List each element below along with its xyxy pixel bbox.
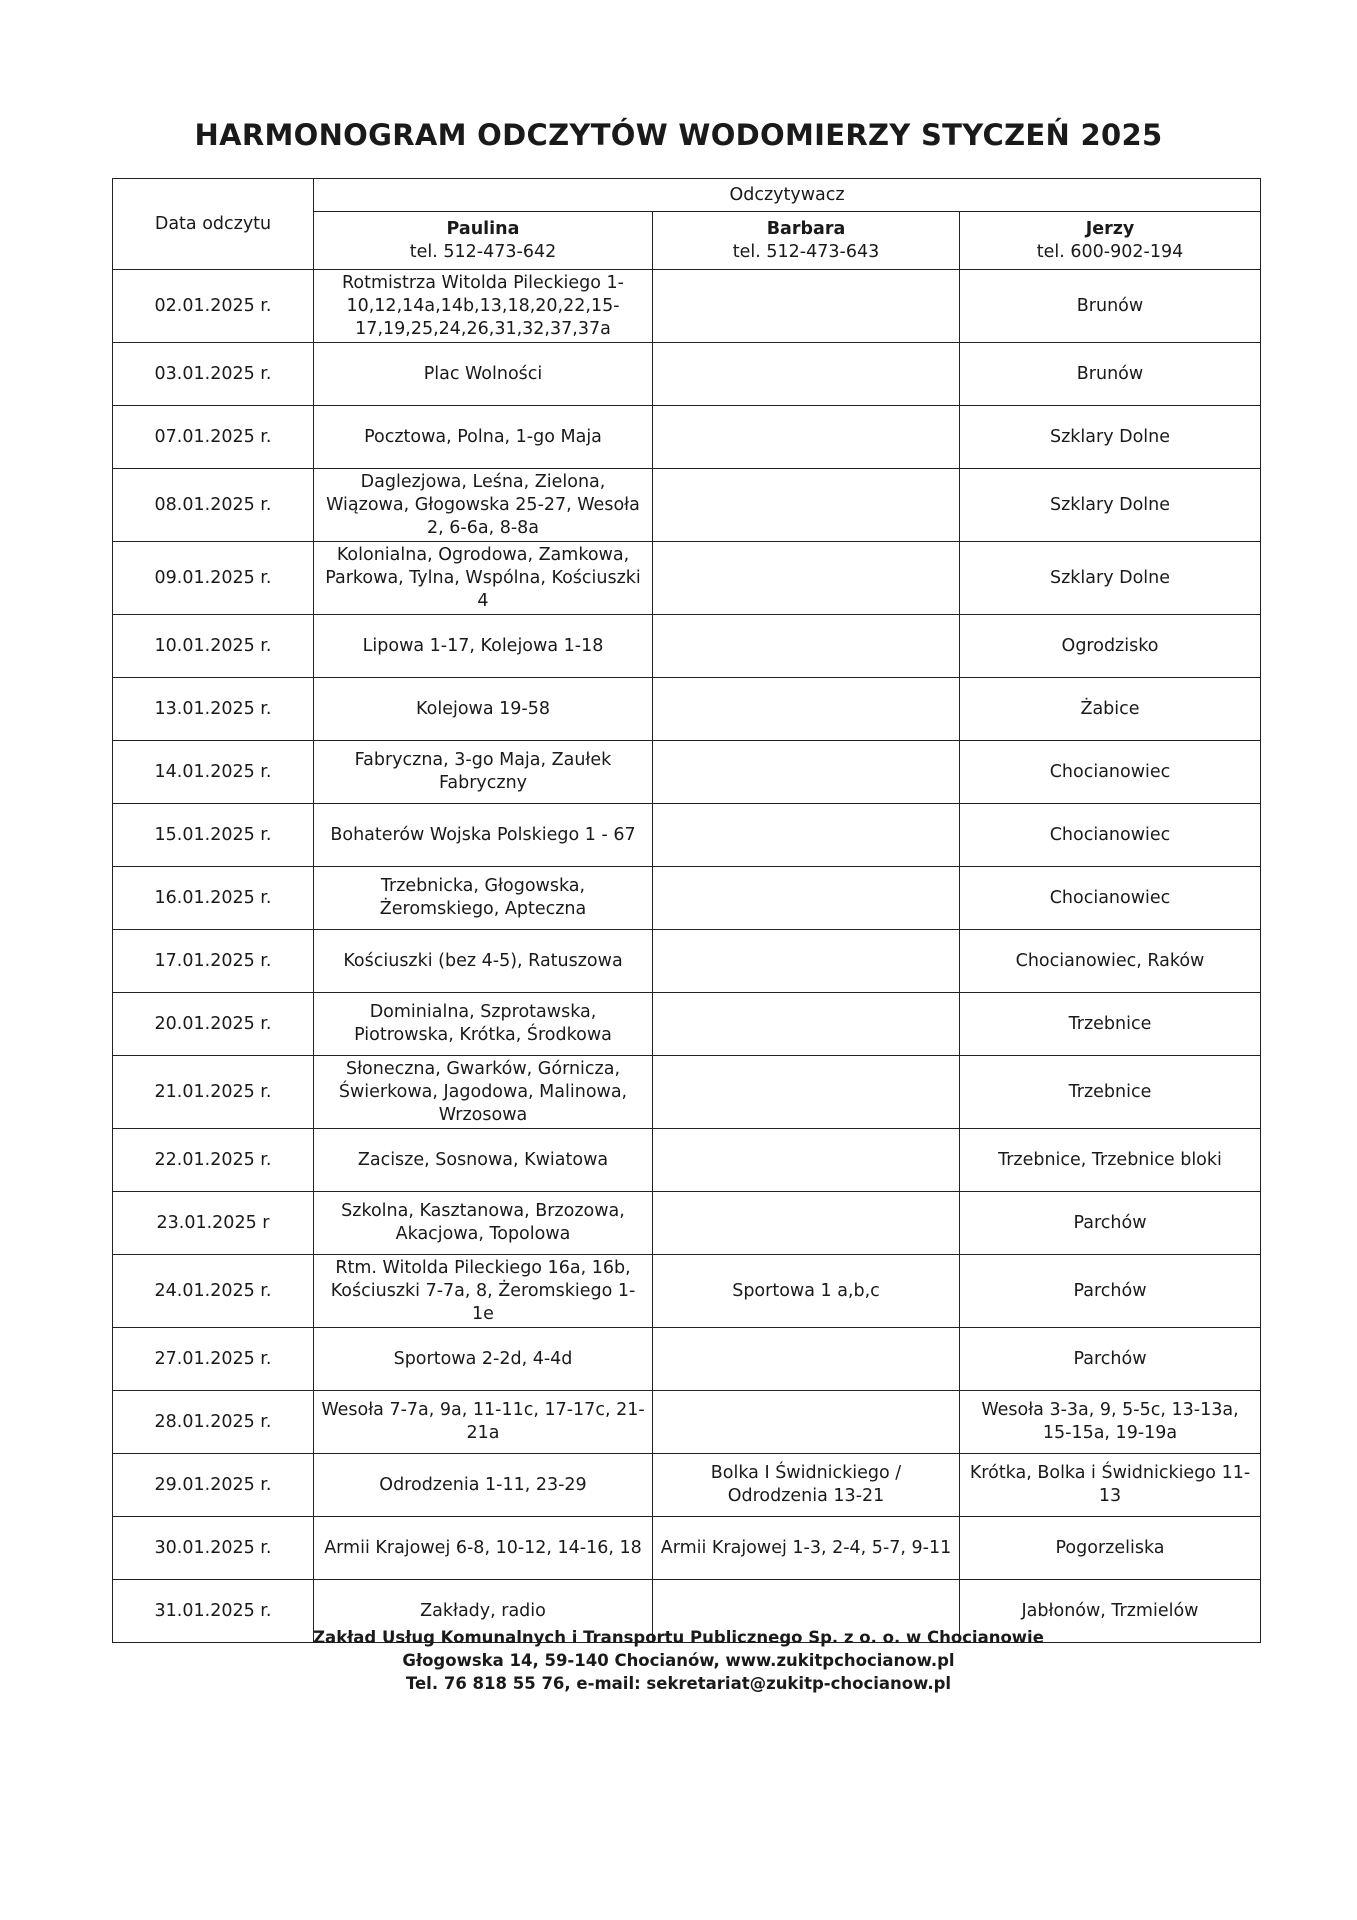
- jerzy-cell: Trzebnice: [960, 993, 1261, 1056]
- jerzy-cell: Jabłonów, Trzmielów: [960, 1580, 1261, 1643]
- paulina-cell: Zacisze, Sosnowa, Kwiatowa: [314, 1129, 653, 1192]
- date-cell: 10.01.2025 r.: [113, 615, 314, 678]
- company-address: Głogowska 14, 59-140 Chocianów, www.zukitpchocianow.pl: [402, 1651, 955, 1670]
- date-cell: 20.01.2025 r.: [113, 993, 314, 1056]
- jerzy-cell: Wesoła 3-3a, 9, 5-5c, 13-13a, 15-15a, 19-19a: [960, 1391, 1261, 1454]
- table-row: [113, 1255, 1261, 1328]
- jerzy-cell: Szklary Dolne: [960, 406, 1261, 469]
- date-cell: 14.01.2025 r.: [113, 741, 314, 804]
- date-cell: 23.01.2025 r: [113, 1192, 314, 1255]
- table-row: [113, 867, 1261, 930]
- date-cell: 31.01.2025 r.: [113, 1580, 314, 1643]
- table-row: [113, 741, 1261, 804]
- jerzy-cell: Chocianowiec: [960, 741, 1261, 804]
- barbara-cell: [653, 930, 960, 993]
- date-cell: 13.01.2025 r.: [113, 678, 314, 741]
- paulina-cell: Trzebnicka, Głogowska, Żeromskiego, Apteczna: [314, 867, 653, 930]
- reader-header-paulina: [314, 212, 653, 270]
- date-cell: 15.01.2025 r.: [113, 804, 314, 867]
- date-cell: 28.01.2025 r.: [113, 1391, 314, 1454]
- date-cell: 17.01.2025 r.: [113, 930, 314, 993]
- paulina-cell: Lipowa 1-17, Kolejowa 1-18: [314, 615, 653, 678]
- date-cell: 24.01.2025 r.: [113, 1255, 314, 1328]
- paulina-cell: Szkolna, Kasztanowa, Brzozowa, Akacjowa, Topolowa: [314, 1192, 653, 1255]
- table-row: [113, 1192, 1261, 1255]
- date-cell: 21.01.2025 r.: [113, 1056, 314, 1129]
- table-row: [113, 930, 1261, 993]
- paulina-cell: Kościuszki (bez 4-5), Ratuszowa: [314, 930, 653, 993]
- barbara-cell: [653, 270, 960, 343]
- jerzy-cell: Trzebnice, Trzebnice bloki: [960, 1129, 1261, 1192]
- header-row-top: [113, 179, 1261, 212]
- jerzy-cell: Brunów: [960, 343, 1261, 406]
- table-row: [113, 542, 1261, 615]
- paulina-cell: Kolejowa 19-58: [314, 678, 653, 741]
- table-row: [113, 615, 1261, 678]
- barbara-cell: [653, 1192, 960, 1255]
- date-cell: 30.01.2025 r.: [113, 1517, 314, 1580]
- paulina-cell: Kolonialna, Ogrodowa, Zamkowa, Parkowa, Tylna, Wspólna, Kościuszki 4: [314, 542, 653, 615]
- paulina-cell: Wesoła 7-7a, 9a, 11-11c, 17-17c, 21-21a: [314, 1391, 653, 1454]
- table-row: [113, 1056, 1261, 1129]
- barbara-cell: [653, 804, 960, 867]
- company-footer: [0, 1626, 1357, 1695]
- date-cell: 02.01.2025 r.: [113, 270, 314, 343]
- page-title: HARMONOGRAM ODCZYTÓW WODOMIERZY STYCZEŃ 2025: [194, 118, 1163, 152]
- barbara-cell: [653, 678, 960, 741]
- table-row: [113, 1328, 1261, 1391]
- paulina-cell: Rtm. Witolda Pileckiego 16a, 16b, Kościuszki 7-7a, 8, Żeromskiego 1-1e: [314, 1255, 653, 1328]
- jerzy-cell: Parchów: [960, 1255, 1261, 1328]
- date-cell: 07.01.2025 r.: [113, 406, 314, 469]
- table-row: [113, 1129, 1261, 1192]
- date-cell: 22.01.2025 r.: [113, 1129, 314, 1192]
- table-row: [113, 270, 1261, 343]
- jerzy-cell: Żabice: [960, 678, 1261, 741]
- paulina-cell: Rotmistrza Witolda Pileckiego 1-10,12,14a,14b,13,18,20,22,15-17,19,25,24,26,31,32,37,37a: [314, 270, 653, 343]
- jerzy-cell: Chocianowiec: [960, 804, 1261, 867]
- table-row: [113, 1517, 1261, 1580]
- company-contact: Tel. 76 818 55 76, e-mail: sekretariat@zukitp-chocianow.pl: [405, 1674, 952, 1693]
- date-cell: 27.01.2025 r.: [113, 1328, 314, 1391]
- jerzy-cell: Ogrodzisko: [960, 615, 1261, 678]
- jerzy-cell: Szklary Dolne: [960, 542, 1261, 615]
- barbara-cell: [653, 343, 960, 406]
- paulina-cell: Zakłady, radio: [314, 1580, 653, 1643]
- jerzy-cell: Parchów: [960, 1192, 1261, 1255]
- reader-name: Paulina: [446, 218, 520, 239]
- table-row: [113, 678, 1261, 741]
- date-cell: 08.01.2025 r.: [113, 469, 314, 542]
- barbara-cell: [653, 1391, 960, 1454]
- barbara-cell: [653, 615, 960, 678]
- reader-group-header: Odczytywacz: [314, 179, 1261, 212]
- paulina-cell: Armii Krajowej 6-8, 10-12, 14-16, 18: [314, 1517, 653, 1580]
- date-cell: 03.01.2025 r.: [113, 343, 314, 406]
- reader-header-jerzy: [960, 212, 1261, 270]
- barbara-cell: [653, 1056, 960, 1129]
- date-column-header: Data odczytu: [113, 179, 314, 270]
- jerzy-cell: Brunów: [960, 270, 1261, 343]
- jerzy-cell: Trzebnice: [960, 1056, 1261, 1129]
- table-row: [113, 804, 1261, 867]
- reader-header-barbara: [653, 212, 960, 270]
- barbara-cell: [653, 993, 960, 1056]
- barbara-cell: [653, 469, 960, 542]
- table-row: [113, 406, 1261, 469]
- barbara-cell: [653, 741, 960, 804]
- barbara-cell: Armii Krajowej 1-3, 2-4, 5-7, 9-11: [653, 1517, 960, 1580]
- jerzy-cell: Chocianowiec, Raków: [960, 930, 1261, 993]
- table-row: [113, 1454, 1261, 1517]
- reader-phone: tel. 600-902-194: [1036, 241, 1184, 262]
- jerzy-cell: Pogorzeliska: [960, 1517, 1261, 1580]
- paulina-cell: Sportowa 2-2d, 4-4d: [314, 1328, 653, 1391]
- reader-phone: tel. 512-473-642: [409, 241, 557, 262]
- jerzy-cell: Parchów: [960, 1328, 1261, 1391]
- jerzy-cell: Krótka, Bolka i Świdnickiego 11-13: [960, 1454, 1261, 1517]
- reader-phone: tel. 512-473-643: [732, 241, 880, 262]
- barbara-cell: [653, 1129, 960, 1192]
- jerzy-cell: Chocianowiec: [960, 867, 1261, 930]
- barbara-cell: [653, 406, 960, 469]
- paulina-cell: Odrodzenia 1-11, 23-29: [314, 1454, 653, 1517]
- paulina-cell: Słoneczna, Gwarków, Górnicza, Świerkowa, Jagodowa, Malinowa, Wrzosowa: [314, 1056, 653, 1129]
- company-name: Zakład Usług Komunalnych i Transportu Publicznego Sp. z o. o. w Chocianowie: [313, 1628, 1044, 1647]
- paulina-cell: Dominialna, Szprotawska, Piotrowska, Krótka, Środkowa: [314, 993, 653, 1056]
- table-row: [113, 469, 1261, 542]
- barbara-cell: [653, 542, 960, 615]
- barbara-cell: Sportowa 1 a,b,c: [653, 1255, 960, 1328]
- reader-name: Barbara: [766, 218, 846, 239]
- jerzy-cell: Szklary Dolne: [960, 469, 1261, 542]
- date-cell: 29.01.2025 r.: [113, 1454, 314, 1517]
- table-row: [113, 993, 1261, 1056]
- table-row: [113, 343, 1261, 406]
- paulina-cell: Bohaterów Wojska Polskiego 1 - 67: [314, 804, 653, 867]
- paulina-cell: Daglezjowa, Leśna, Zielona, Wiązowa, Głogowska 25-27, Wesoła 2, 6-6a, 8-8a: [314, 469, 653, 542]
- table-row: [113, 1391, 1261, 1454]
- paulina-cell: Fabryczna, 3-go Maja, Zaułek Fabryczny: [314, 741, 653, 804]
- date-cell: 09.01.2025 r.: [113, 542, 314, 615]
- date-cell: 16.01.2025 r.: [113, 867, 314, 930]
- paulina-cell: Pocztowa, Polna, 1-go Maja: [314, 406, 653, 469]
- paulina-cell: Plac Wolności: [314, 343, 653, 406]
- schedule-table: [112, 178, 1261, 1643]
- barbara-cell: [653, 867, 960, 930]
- barbara-cell: Bolka I Świdnickiego / Odrodzenia 13-21: [653, 1454, 960, 1517]
- reader-name: Jerzy: [1085, 218, 1135, 239]
- barbara-cell: [653, 1328, 960, 1391]
